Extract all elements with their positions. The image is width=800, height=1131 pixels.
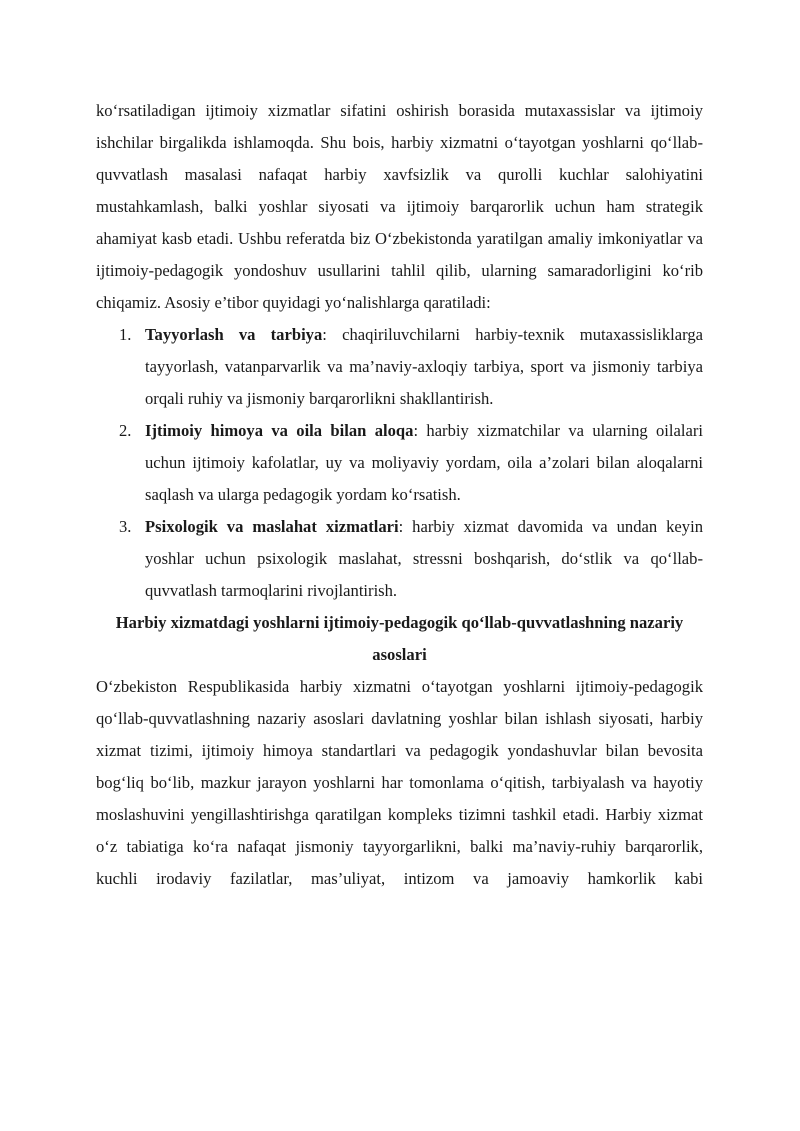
list-item-text: : harbiy xizmat davomida va undan keyin yoshlar uchun psixologik maslahat, stressni boshqarish, do‘stlik va qo‘llab-quvvatlash tarmoqlarini rivojlantirish. — [145, 517, 703, 600]
section-heading: Harbiy xizmatdagi yoshlarni ijtimoiy-pedagogik qo‘llab-quvvatlashning nazariy asoslari — [115, 613, 684, 664]
list-item — [119, 511, 703, 607]
list-item-number: 3. — [119, 517, 132, 536]
list-item-title: Ijtimoiy himoya va oila bilan aloqa — [145, 421, 414, 440]
focus-list — [96, 319, 703, 607]
list-item-number: 1. — [119, 325, 132, 344]
list-item-title: Tayyorlash va tarbiya — [145, 325, 323, 344]
section-paragraph: O‘zbekiston Respublikasida harbiy xizmatni o‘tayotgan yoshlarni ijtimoiy-pedagogik qo‘llab-quvvatlashning nazariy asoslari davlatning yoshlar bilan ishlash siyosati, harbiy xizmat tizimi, ijtimoiy himoya standartlari va pedagogik yondashuvlar bilan bevosita bog‘liq bo‘lib, mazkur jarayon yoshlarni har tomonlama o‘qitish, tarbiyalash va hayotiy moslashuvini yengillashtirishga qaratilgan kompleks tizimni tashkil etadi. Harbiy xizmat o‘z tabiatiga ko‘ra nafaqat jismoniy tayyorgarlikni, balki ma’naviy-ruhiy barqarorlik, kuchli irodaviy fazilatlar, mas’uliyat, intizom va jamoaviy hamkorlik kabi — [96, 677, 703, 888]
intro-paragraph: ko‘rsatiladigan ijtimoiy xizmatlar sifatini oshirish borasida mutaxassislar va ijtimoiy ishchilar birgalikda ishlamoqda. Shu bois, harbiy xizmatni o‘tayotgan yoshlarni qo‘llab-quvvatlash masalasi nafaqat harbiy xavfsizlik va qurolli kuchlar salohiyatini mustahkamlash, balki yoshlar siyosati va ijtimoiy barqarorlik uchun ham strategik ahamiyat kasb etadi. Ushbu referatda biz O‘zbekistonda yaratilgan amaliy imkoniyatlar va ijtimoiy-pedagogik yondoshuv usullarini tahlil qilib, ularning samaradorligini ko‘rib chiqamiz. Asosiy e’tibor quyidagi yo‘nalishlarga qaratiladi: — [96, 101, 703, 312]
list-item-title: Psixologik va maslahat xizmatlari — [145, 517, 399, 536]
list-item-number: 2. — [119, 421, 132, 440]
document-page — [96, 95, 703, 895]
list-item — [119, 319, 703, 415]
list-item-text: : harbiy xizmatchilar va ularning oilalari uchun ijtimoiy kafolatlar, uy va moliyaviy yordam, oila a’zolari bilan aloqalarni saqlash va ularga pedagogik yordam ko‘rsatish. — [145, 421, 703, 504]
list-item — [119, 415, 703, 511]
list-item-text: : chaqiriluvchilarni harbiy-texnik mutaxassisliklarga tayyorlash, vatanparvarlik va ma’naviy-axloqiy tarbiya, sport va jismoniy tarbiya orqali ruhiy va jismoniy barqarorlikni shakllantirish. — [145, 325, 703, 408]
